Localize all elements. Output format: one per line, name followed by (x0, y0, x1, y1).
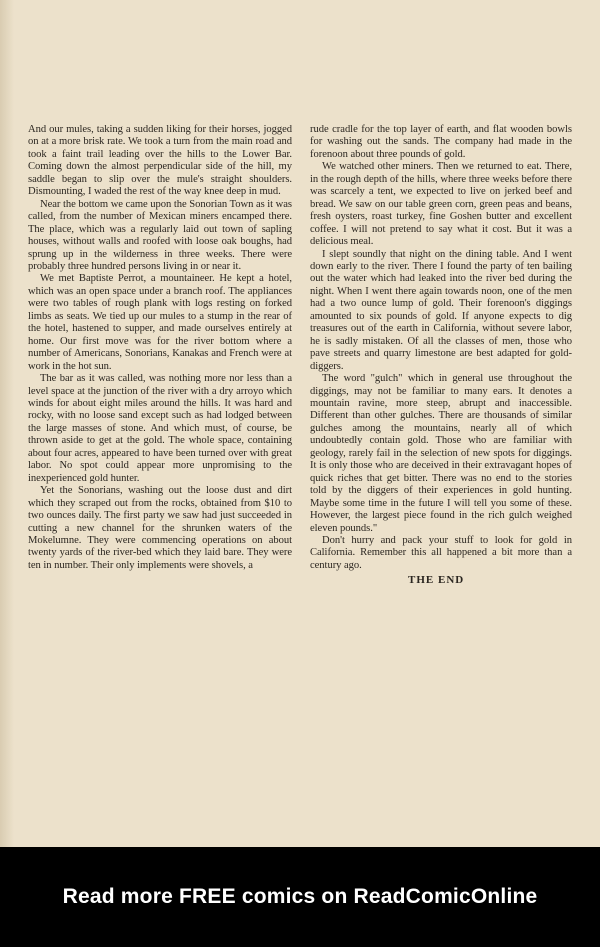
the-end-label: THE END (408, 574, 465, 587)
story-column-left (28, 124, 292, 572)
story-paragraph: I slept soundly that night on the dining table. And I went down early to the river. There I found the party of ten bailing out the water which had leaked into the river bed during the night. When I went there again towards noon, one of the men had a two ounce lump of gold. Their forenoon's diggings amounted to six pounds of gold. If anyone expects to dig treasures out of the earth in California, without severe labor, he is sadly mistaken. Of all the classes of men, those who pave streets and quarry limestone are best adapted for gold-diggers. (310, 248, 572, 372)
story-paragraph: We met Baptiste Perrot, a mountaineer. He kept a hotel, which was an open space under a branch roof. The appliances were two tables of rough plank with logs resting on forked limbs as seats. We tied up our mules to a stump in the rear of the hotel, hastened to supper, and made ourselves entirely at home. Our first move was for the river bottom where a number of Americans, Sonorians, Kanakas and French were at work in the hot sun. (28, 273, 292, 372)
story-paragraph: Near the bottom we came upon the Sonorian Town as it was called, from the number of Mexican miners encamped there. The place, which was a regularly laid out town of sapling houses, without walls and roofed with loose oak boughs, had sprung up in the wilderness in three weeks. There were probably three hundred persons living in or near it. (28, 198, 292, 272)
story-paragraph: Yet the Sonorians, washing out the loose dust and dirt which they scraped out from the rocks, obtained from $10 to two ounces daily. The first party we saw had just succeeded in cutting a new channel for the shrunken waters of the Mokelumne. They were commencing operations on about twenty yards of the river-bed which they laid bare. They were ten in number. Their only implements were shovels, a (28, 485, 292, 571)
promo-banner-text[interactable]: Read more FREE comics on ReadComicOnline (62, 885, 538, 908)
story-paragraph: The word "gulch" which in general use throughout the diggings, may not be familiar to many ears. It denotes a mountain ravine, more steep, abrupt and inaccessible. Different than other gulches. There are thousands of similar gulches among the mountains, nearly all of which undoubtedly contain gold. Those who are familiar with geology, rarely fail in the selection of new spots for diggings. It is only those who are deceived in their extravagant hopes of quick riches that get bitter. There was no end to the stories told by the diggers of their experiences in gold hunting. Maybe some time in the future I will tell you some of these. However, the largest piece found in the rich gulch weighed eleven pounds." (310, 373, 572, 534)
story-paragraph: We watched other miners. Then we returned to eat. There, in the rough depth of the hills, where three weeks before there was scarcely a tent, we expected to live on jerked beef and bread. We saw on our table green corn, green peas and beans, fresh oysters, roast turkey, fine Goshen butter and excellent coffee. I will not pretend to say what it cost. But it was a delicious meal. (310, 161, 572, 248)
story-paragraph: rude cradle for the top layer of earth, and flat wooden bowls for washing out the sands. The company had made in the forenoon about three pounds of gold. (310, 124, 572, 160)
story-paragraph: And our mules, taking a sudden liking for their horses, jogged on at a more brisk rate. We took a turn from the main road and took a faint trail leading over the hills to the Lower Bar. Coming down the almost perpendicular side of the hill, my saddle began to slip over the mule's straight shoulders. Dismounting, I waded the rest of the way knee deep in mud. (28, 124, 292, 198)
page-spine-shadow (0, 0, 14, 847)
story-paragraph: The bar as it was called, was nothing more nor less than a level space at the junction of the river with a dry arroyo which winds for about eight miles around the hills. It was hard and rocky, with no loose sand except such as had lodged between the large masses of stone. And which must, of course, be thrown aside to get at the gold. The whole space, containing about four acres, appeared to have been turned over with great labor. No spot could appear more unpromising to the inexperienced gold hunter. (28, 373, 292, 484)
story-paragraph: Don't hurry and pack your stuff to look for gold in California. Remember this all happened a bit more than a century ago. (310, 534, 572, 571)
story-column-right (310, 124, 572, 587)
promo-banner (0, 847, 600, 947)
